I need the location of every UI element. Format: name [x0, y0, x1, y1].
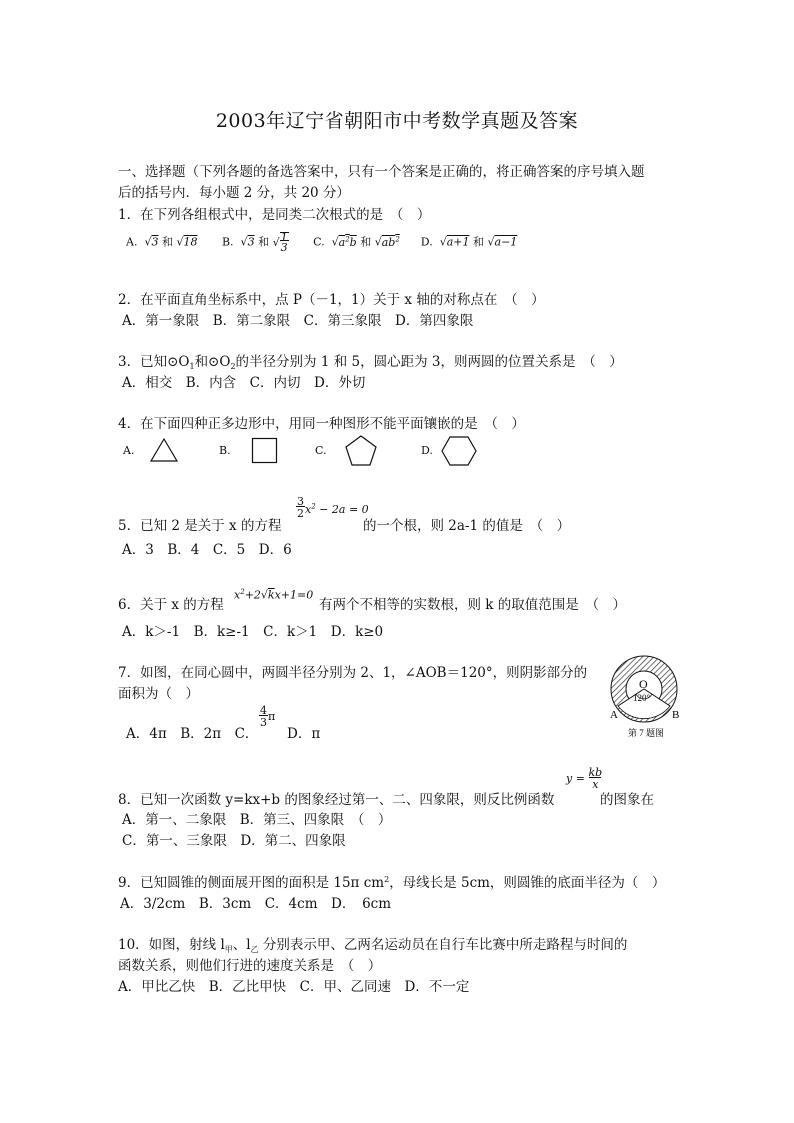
q1-option-b-expr: √3 — [237, 235, 255, 249]
question-2-options: A．第一象限 B．第二象限 C．第三象限 D．第四象限 — [122, 313, 474, 329]
q1-he-a: 和 — [161, 235, 173, 249]
q9-stem-b: ，母线长是 5cm，则圆锥的底面半径为（ ） — [389, 875, 666, 891]
q1-option-b-label: B. — [221, 235, 234, 249]
figure-label-b: B — [672, 709, 680, 721]
figure-label-angle: 120° — [633, 693, 651, 703]
q4-label-d: D. — [421, 444, 433, 457]
q10-sub1: 甲 — [224, 945, 233, 954]
question-3-stem — [118, 350, 623, 371]
q1-option-c-expr2: $√ab^2$ — [374, 234, 400, 249]
q10-stem-a: 10．如图，射线 l — [118, 937, 225, 953]
question-2-stem: 2．在平面直角坐标系中，点 P（－1，1）关于 x 轴的对称点在 （ ） — [118, 292, 545, 308]
figure-label-a: A — [610, 709, 618, 721]
q5-equation: 3 $2x^2 - 2a = 0$ — [297, 495, 369, 520]
q1-he-c: 和 — [360, 235, 372, 249]
q8-function: y = kb x — [566, 766, 603, 791]
q9-stem-a: 9．已知圆锥的侧面展开图的面积是 15π cm — [118, 875, 385, 891]
hexagon-shape — [441, 436, 477, 466]
question-6-options: A．k＞-1 B．k≥-1 C．k＞1 D．k≥0 — [122, 624, 384, 640]
q5-stem-a: 5．已知 2 是关于 x 的方程 — [118, 518, 282, 534]
q1-option-d-expr2: √a−1 — [487, 235, 518, 249]
question-8-stem-b: 的图象在 — [600, 792, 654, 808]
q1-option-a-label: A. — [126, 235, 138, 249]
figure-caption: 第 7 题图 — [628, 728, 665, 738]
q1-he-d: 和 — [473, 235, 485, 249]
question-5-options: A．3 B．4 C．5 D．6 — [122, 542, 292, 558]
q1-option-c-label: C. — [313, 235, 325, 249]
question-7-options-a: A．4π B．2π C． — [126, 726, 259, 742]
q5-stem-b: 的一个根，则 2a-1 的值是 （ ） — [363, 518, 571, 534]
q1-option-c-expr: $√a^2b$ — [328, 234, 357, 249]
question-10-options: A．甲比乙快 B．乙比甲快 C．甲、乙同速 D．不一定 — [118, 979, 470, 995]
q4-label-b: B. — [219, 444, 231, 457]
question-7-option-d: D．π — [287, 726, 321, 742]
q3-stem-b: 和⊙O — [194, 354, 231, 370]
q6-stem-b: 有两个不相等的实数根，则 k 的取值范围是 （ ） — [319, 597, 627, 613]
q6-equation: $x^2+2√kx+1=0$ — [234, 588, 314, 602]
question-7-line2: 面积为（ ） — [118, 686, 199, 702]
q3-sub2: 2 — [230, 362, 236, 371]
q4-label-c: C. — [315, 444, 327, 457]
question-6-stem-a: 6．关于 x 的方程 — [118, 597, 224, 613]
q3-stem-a: 3．已知⊙O — [118, 354, 190, 370]
q1-he-b: 和 — [258, 235, 270, 249]
question-10-stem — [118, 933, 627, 955]
q4-label-a: A. — [123, 444, 135, 457]
question-1-options — [126, 232, 517, 253]
page-title: 2003年辽宁省朝阳市中考数学真题及答案 — [215, 110, 579, 132]
question-8-options-line2: C．第一、三象限 D．第二、四象限 — [122, 833, 346, 849]
concentric-circles-figure — [600, 648, 690, 740]
question-8-options-line1: A．第一、二象限 B．第三、四象限 （ ） — [122, 812, 392, 828]
section-heading-line1: 一、选择题（下列各题的备选答案中，只有一个答案是正确的，将正确答案的序号填入题 — [118, 164, 645, 180]
q9-sup: 2 — [384, 875, 390, 884]
pentagon-shape — [344, 434, 378, 467]
q10-mid: 、l — [232, 937, 251, 953]
question-9-options: A．3/2cm B．3cm C．4cm D． 6cm — [120, 896, 392, 912]
q10-stem-b: 分别表示甲、乙两名运动员在自行车比赛中所走路程与时间的 — [258, 937, 628, 953]
question-3-options: A．相交 B．内含 C．内切 D．外切 — [122, 375, 366, 391]
q3-stem-c: 的半径分别为 1 和 5，圆心距为 3，则两圆的位置关系是 （ ） — [235, 354, 623, 370]
figure-label-o: O — [639, 677, 648, 691]
q3-sub1: 1 — [189, 362, 195, 371]
square-shape — [251, 437, 279, 465]
question-7-line1: 7．如图，在同心圆中，两圆半径分别为 2、1，∠AOB＝120°，则阴影部分的 — [118, 665, 588, 681]
question-8-stem-a: 8．已知一次函数 y=kx+b 的图象经过第一、二、四象限，则反比例函数 — [118, 792, 555, 808]
section-heading-line2: 后的括号内．每小题 2 分，共 20 分） — [118, 185, 350, 201]
triangle-shape — [150, 436, 180, 464]
q1-option-a-expr: √3 — [140, 235, 159, 249]
q10-sub2: 乙 — [250, 945, 259, 954]
question-4-stem: 4．在下面四种正多边形中，用同一种图形不能平面镶嵌的是 （ ） — [118, 416, 525, 432]
q7-option-c-expr: 4 3π — [260, 704, 276, 729]
question-1-stem: 1．在下列各组根式中，是同类二次根式的是 （ ） — [118, 207, 431, 223]
q1-option-b-expr2: √1 3 — [272, 231, 288, 254]
question-5-stem — [118, 514, 281, 534]
question-10-line2: 函数关系，则他们行进的速度关系是 （ ） — [118, 958, 382, 974]
q1-option-d-label: D. — [420, 235, 433, 249]
q1-option-a-expr2: √18 — [176, 235, 198, 249]
q1-option-d-expr: √a+1 — [436, 235, 470, 249]
question-9-stem — [118, 871, 665, 891]
